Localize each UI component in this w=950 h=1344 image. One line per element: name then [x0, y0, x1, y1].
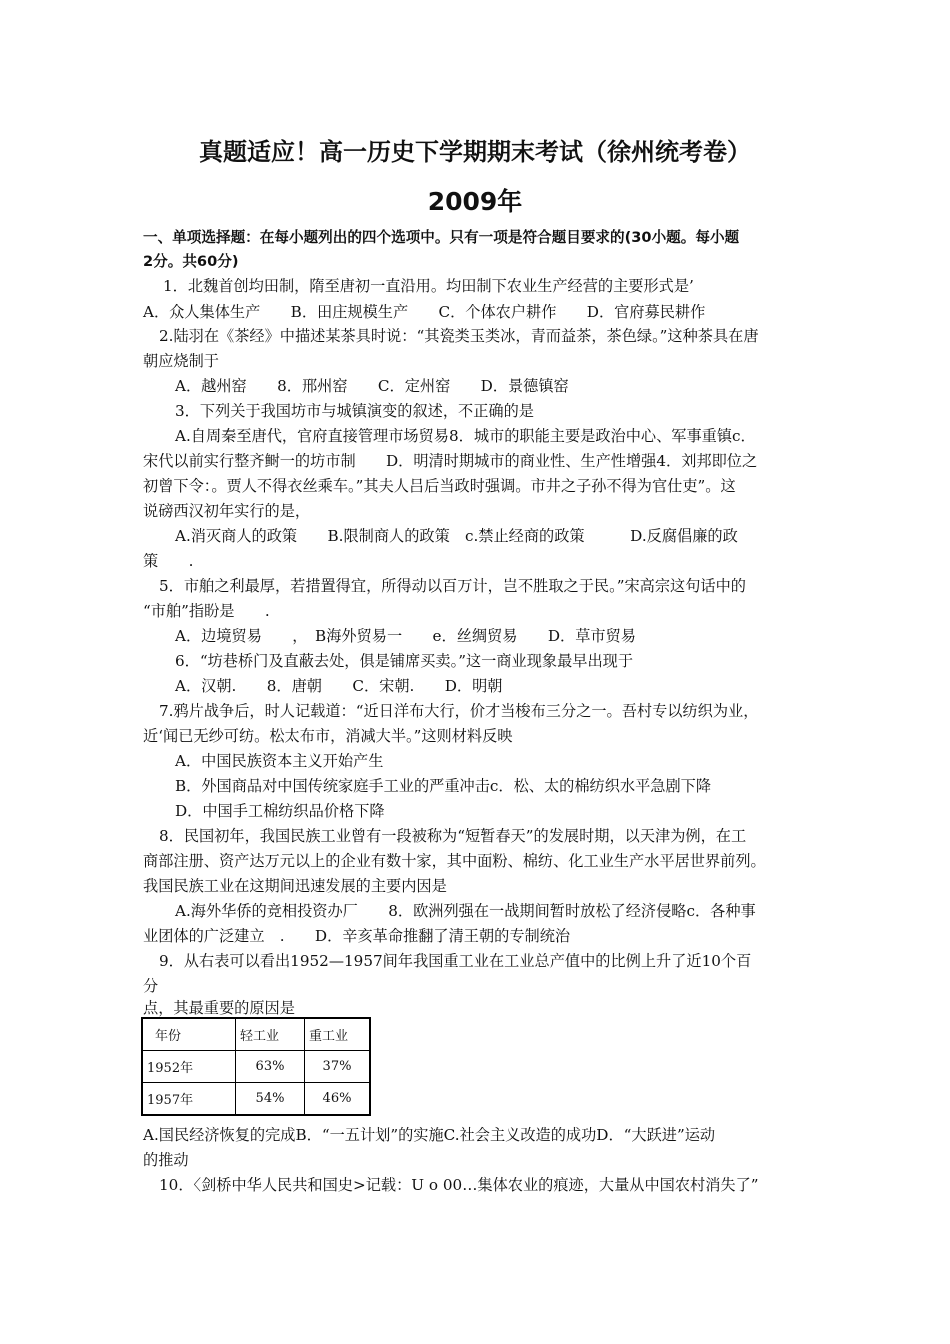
question-9-stem: 9．从右表可以看出1952—1957间年我国重工业在工业总产值中的比例上升了近10个百 — [159, 952, 752, 970]
question-4-options: A.消灭商人的政策 B.限制商人的政策 c.禁止经商的政策 D.反腐倡廉的政 — [175, 527, 738, 545]
section-heading-line: 一、单项选择题：在每小题列出的四个选项中。只有一项是符合题目要求的(30小题。每小题 — [143, 229, 740, 246]
question-5-stem: “市舶”指盼是 . — [143, 602, 270, 620]
question-4-stem: 初曾下令：。贾人不得衣丝乘车。”其夫人吕后当政时强调。市井之子孙不得为官仕吏”。这 — [143, 477, 736, 495]
question-7-stem: 7.鸦片战争后，时人记载道：“近日洋布大行，价才当梭布三分之一。吾村专以纺织为业， — [159, 702, 759, 720]
section-heading-line: 2分。共60分) — [143, 253, 239, 270]
question-3-options: 宋代以前实行整齐鲥一的坊市制 D．明清时期城市的商业性、生产性增强4．刘邦即位之 — [143, 452, 758, 470]
question-7-stem: 近‘闻已无纱可纺。松太布市，消减大半。”这则材料反映 — [143, 727, 513, 745]
table-header-row — [142, 1018, 370, 1051]
exam-title: 真题适应！高一历史下学期期末考试（徐州统考卷） — [199, 138, 751, 166]
question-2-stem: 朝应烧制于 — [143, 352, 219, 370]
exam-year: 2009年 — [427, 187, 523, 216]
table-row — [142, 1051, 370, 1083]
table-cell: 46% — [305, 1083, 371, 1116]
question-2-stem: 2.陆羽在《茶经》中描述某茶具时说：“其瓷类玉类冰，青而益茶，茶色绿。”这种茶具在唐 — [159, 327, 759, 345]
question-8-options: 业团体的广泛建立 . D．辛亥革命推翻了清王朝的专制统治 — [143, 927, 571, 945]
question-8-options: A.海外华侨的竞相投资办厂 8．欧洲列强在一战期间暂时放松了经济侵略c．各种事 — [175, 902, 756, 920]
question-7-option-a: A．中国民族资本主义开始产生 — [175, 752, 384, 770]
question-2-options: A．越州窑 8．邢州窑 C．定州窑 D．景德镇窑 — [175, 377, 569, 395]
table-header-cell: 轻工业 — [236, 1018, 305, 1051]
question-7-option-b: B．外国商品对中国传统家庭手工业的严重冲击c．松、太的棉纺织水平急剧下降 — [175, 777, 712, 795]
table-cell: 63% — [236, 1051, 305, 1083]
question-6-stem: 6．“坊巷桥门及直蔽去处，俱是铺席买卖。”这一商业现象最早出现于 — [175, 652, 634, 670]
industry-ratio-table — [141, 1017, 371, 1116]
question-6-options: A．汉朝. 8．唐朝 C．宋朝. D．明朝 — [175, 677, 503, 695]
question-3-stem: 3．下列关于我国坊市与城镇演变的叙述，不正确的是 — [175, 402, 534, 420]
table-cell: 1952年 — [142, 1051, 236, 1083]
question-10-stem: 10．〈剑桥中华人民共和国史>记载：U o 00…集体农业的痕迹，大量从中国农村消失了” — [159, 1176, 759, 1194]
question-5-stem: 5．市舶之利最厚，若措置得宜，所得动以百万计，岂不胜取之于民。”宋高宗这句话中的 — [159, 577, 746, 595]
question-3-options: A.自周秦至唐代，官府直接管理市场贸易8．城市的职能主要是政治中心、军事重镇c． — [175, 427, 756, 445]
table-cell: 1957年 — [142, 1083, 236, 1116]
table-header-cell: 年份 — [142, 1018, 236, 1051]
question-8-stem: 我国民族工业在这期间迅速发展的主要内因是 — [143, 877, 447, 895]
table-cell: 54% — [236, 1083, 305, 1116]
question-1-stem: 1．北魏首创均田制，隋至唐初一直沿用。均田制下农业生产经营的主要形式是’ — [163, 277, 694, 295]
question-5-options: A．边境贸易 ， B海外贸易一 e．丝绸贸易 D．草市贸易 — [175, 627, 636, 645]
question-7-option-d: D．中国手工棉纺织品价格下降 — [175, 802, 385, 820]
table-header-cell: 重工业 — [305, 1018, 371, 1051]
question-4-options: 策 . — [143, 552, 194, 570]
question-8-stem: 商部注册、资产达万元以上的企业有数十家，其中面粉、棉纺、化工业生产水平居世界前列。 — [143, 852, 766, 870]
question-9-options: 的推动 — [143, 1151, 189, 1169]
question-9-stem: 分 — [143, 977, 159, 995]
table-cell: 37% — [305, 1051, 371, 1083]
question-8-stem: 8．民国初年，我国民族工业曾有一段被称为“短暂春天”的发展时期，以天津为例，在工 — [159, 827, 747, 845]
question-1-options: A．众人集体生产 B．田庄规模生产 C．个体农户耕作 D．官府募民耕作 — [143, 303, 706, 321]
question-9-options: A.国民经济恢复的完成B．“一五计划”的实施C.社会主义改造的成功D．“大跃进”运动 — [143, 1126, 716, 1144]
table-row — [142, 1083, 370, 1116]
question-9-stem: 点，其最重要的原因是 — [143, 999, 295, 1017]
question-4-stem: 说磅西汉初年实行的是， — [143, 502, 311, 520]
